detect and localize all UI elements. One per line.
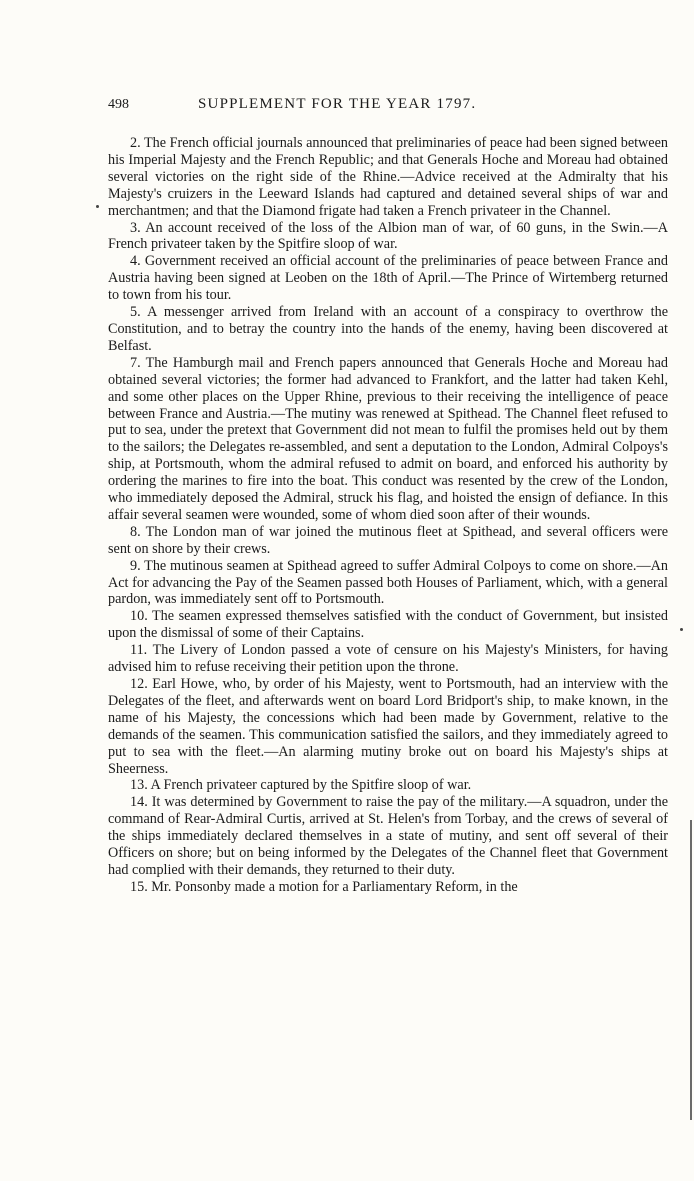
entry-12: 12. Earl Howe, who, by order of his Majesty, went to Portsmouth, had an interview with the Delegates of the fleet, and afterwards went on board Lord Bridport's ship, to make known, in the name of his Majesty, the concessions which had been made by Government, relative to the demands of the seamen. This communication satisfied the sailors, and they immediately agreed to put to sea with the fleet.—An alarming mutiny broke out on board his Majesty's ships at Sheerness. <box>108 676 668 777</box>
entry-10: 10. The seamen expressed themselves satisfied with the conduct of Government, but insisted upon the dismissal of some of their Captains. <box>108 608 668 642</box>
margin-speck <box>680 628 683 631</box>
page-number: 498 <box>108 97 129 112</box>
entry-9: 9. The mutinous seamen at Spithead agreed to suffer Admiral Colpoys to come on shore.—An Act for advancing the Pay of the Seamen passed both Houses of Parliament, which, with a general pardon, was immediately sent off to Portsmouth. <box>108 557 668 608</box>
chronicle-entries <box>108 135 668 896</box>
entry-4: 4. Government received an official account of the preliminaries of peace between France and Austria having been signed at Leoben on the 18th of April.—The Prince of Wirtemberg returned to town from his tour. <box>108 253 668 304</box>
entry-11: 11. The Livery of London passed a vote of censure on his Majesty's Ministers, for having advised him to refuse receiving their petition upon the throne. <box>108 642 668 676</box>
entry-3: 3. An account received of the loss of the Albion man of war, of 60 guns, in the Swin.—A French privateer taken by the Spitfire sloop of war. <box>108 219 668 253</box>
entry-5: 5. A messenger arrived from Ireland with an account of a conspiracy to overthrow the Constitution, and to betray the country into the hands of the enemy, having been discovered at Belfast. <box>108 304 668 354</box>
page-edge-rule <box>690 820 692 1120</box>
entry-14: 14. It was determined by Government to raise the pay of the military.—A squadron, under the command of Rear-Admiral Curtis, arrived at St. Helen's from Torbay, and the crews of several of the ships immediately declared themselves in a state of mutiny, and sent off several of their Officers on shore; but on being informed by the Delegates of the Channel fleet that Government had complied with their demands, they returned to their duty. <box>108 794 668 878</box>
entry-8: 8. The London man of war joined the mutinous fleet at Spithead, and several officers were sent on shore by their crews. <box>108 523 668 557</box>
margin-speck <box>96 205 99 208</box>
running-title: SUPPLEMENT FOR THE YEAR 1797. <box>198 96 477 112</box>
page <box>108 96 668 896</box>
entry-2: 2. The French official journals announced that preliminaries of peace had been signed between his Imperial Majesty and the French Republic; and that Generals Hoche and Moreau had obtained several victories on the right side of the Rhine.—Advice received at the Admiralty that his Majesty's cruizers in the Leeward Islands had captured and detained several ships of war and merchantmen; and that the Diamond frigate had taken a French privateer in the Channel. <box>108 135 668 219</box>
entry-7: 7. The Hamburgh mail and French papers announced that Generals Hoche and Moreau had obtained several victories; the former had advanced to Frankfort, and the latter had taken Kehl, and some other places on the Upper Rhine, previous to their receiving the intelligence of peace between France and Austria.—The mutiny was renewed at Spithead. The Channel fleet refused to put to sea, under the pretext that Government did not mean to fulfil the promises held out by them to the sailors; the Delegates re-assembled, and sent a deputation to the London, Admiral Colpoys's ship, at Portsmouth, whom the admiral refused to admit on board, and enforced his authority by ordering the marines to fire into the boat. This conduct was resented by the crew of the London, who immediately deposed the Admiral, struck his flag, and hoisted the ensign of defiance. In this affair several seamen were wounded, some of whom died soon after of their wounds. <box>108 354 668 523</box>
page-header <box>108 96 668 113</box>
entry-15: 15. Mr. Ponsonby made a motion for a Parliamentary Reform, in the <box>130 878 518 895</box>
entry-13: 13. A French privateer captured by the Spitfire sloop of war. <box>130 777 472 794</box>
